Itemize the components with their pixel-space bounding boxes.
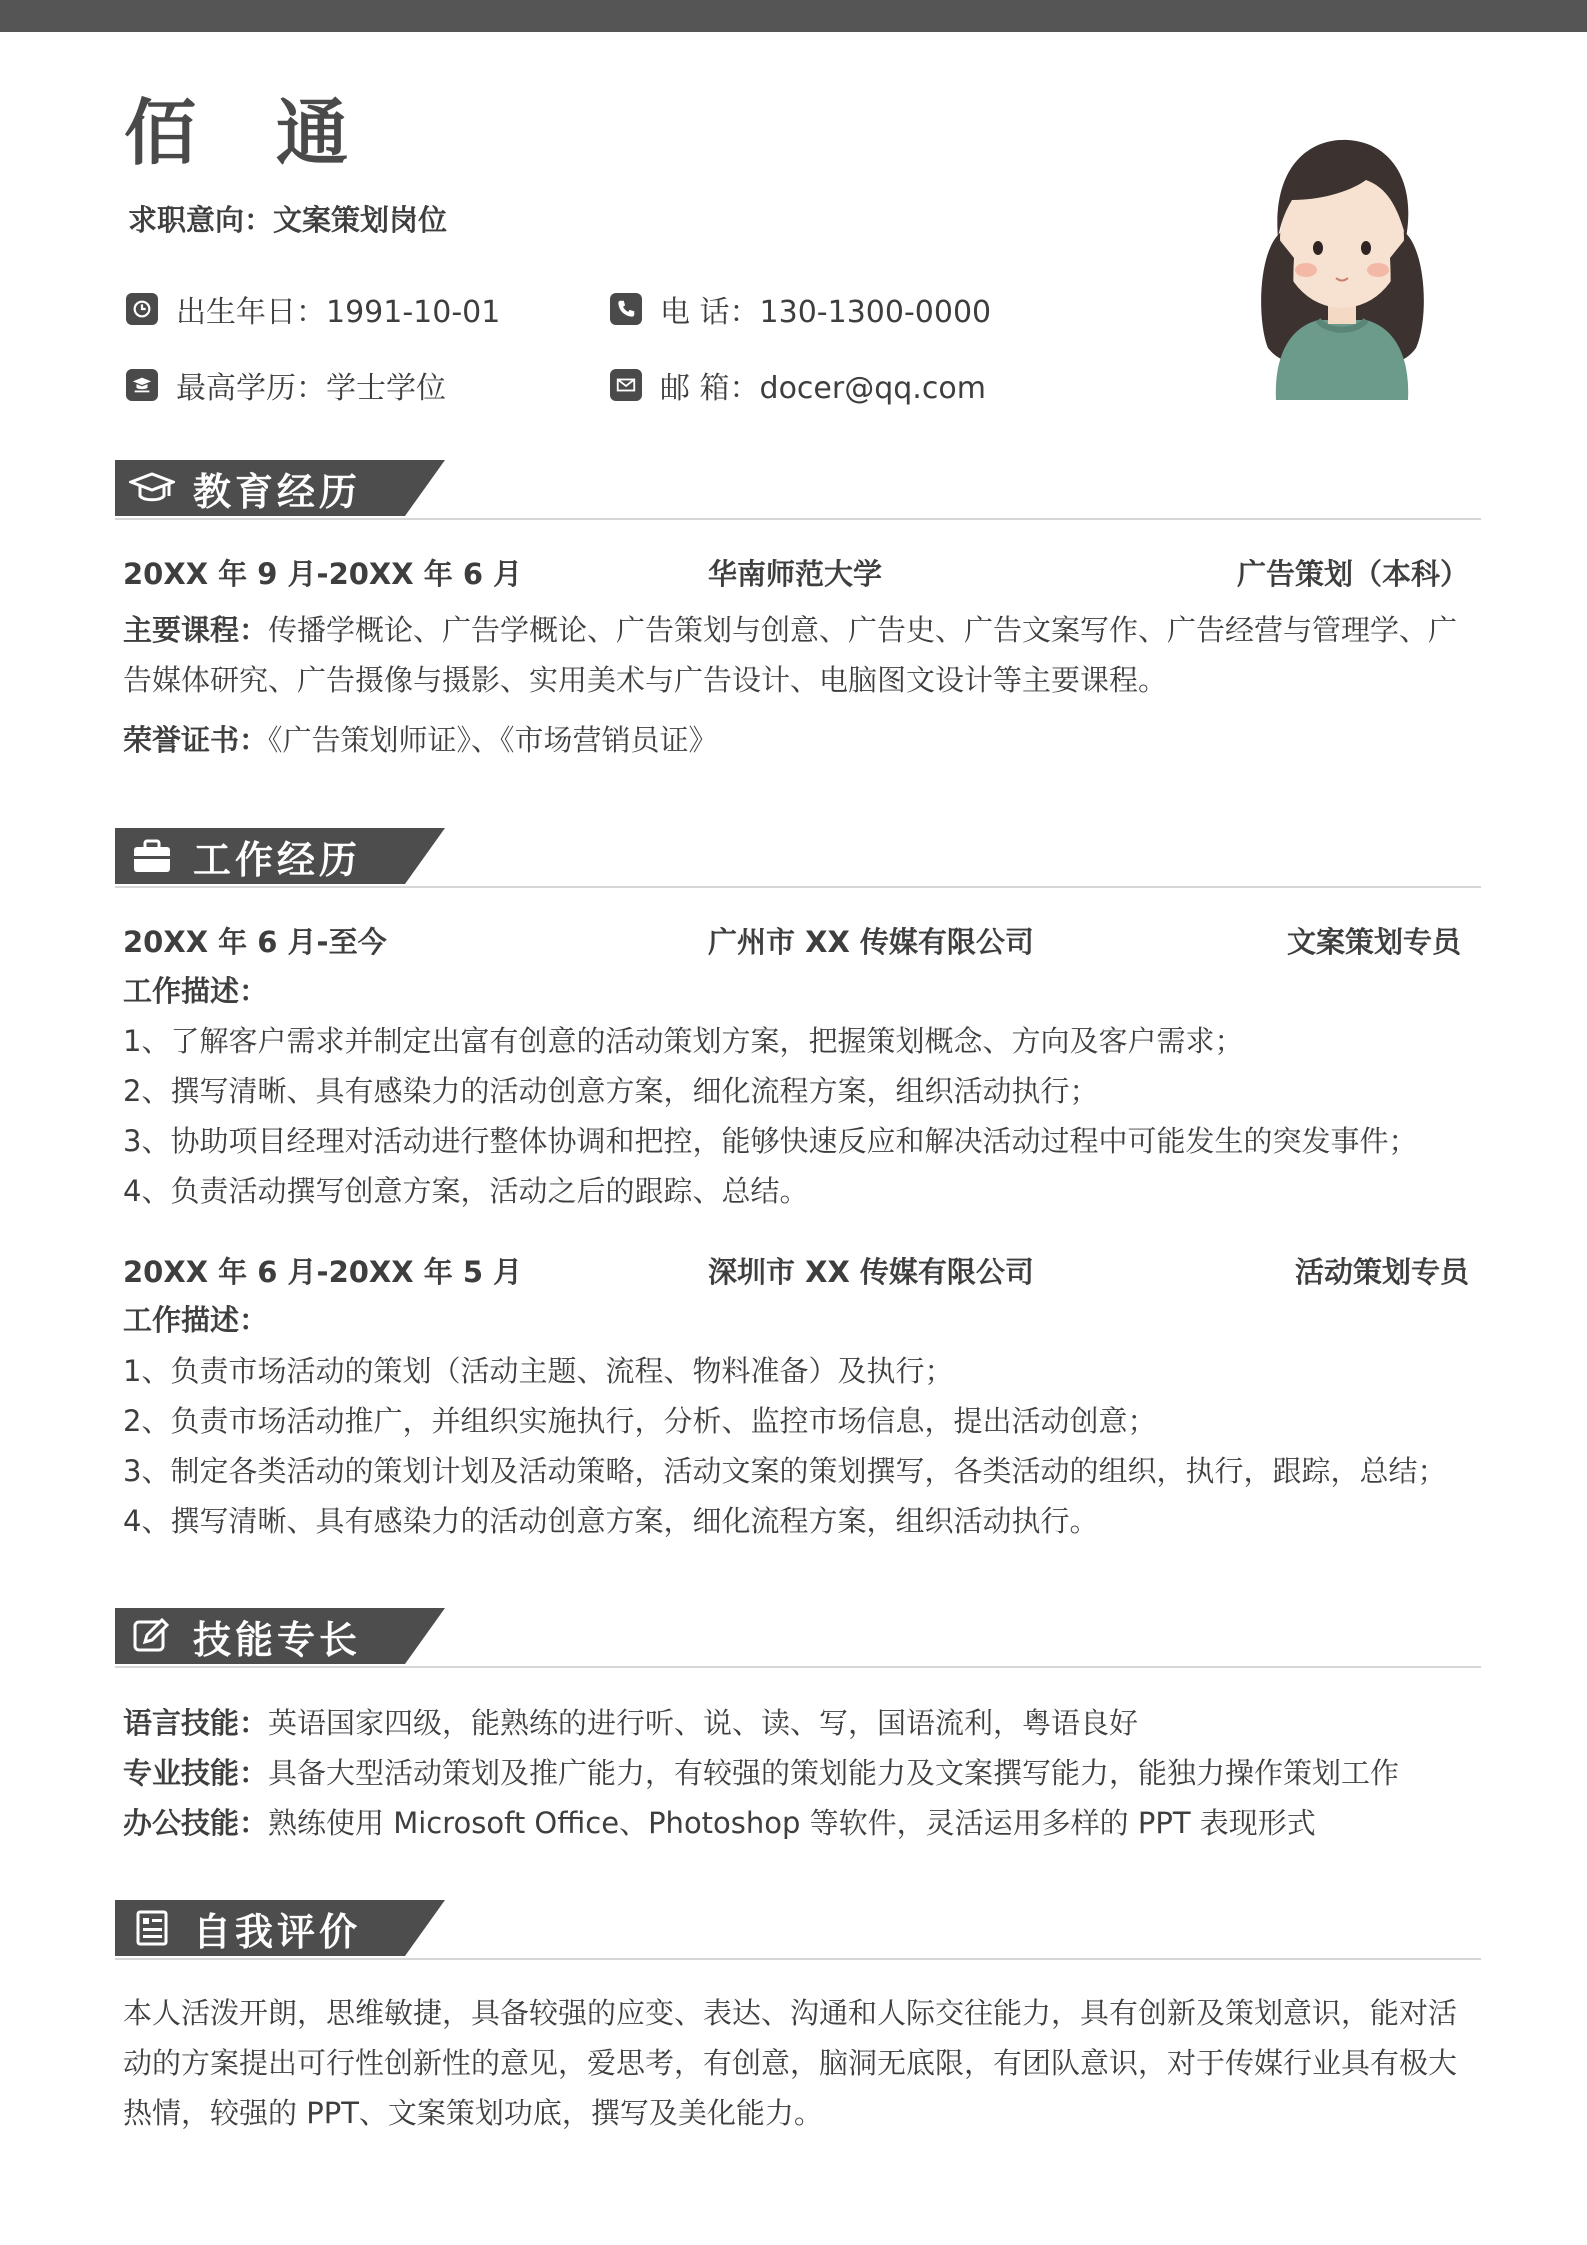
section-education-header: [115, 460, 1481, 516]
education-row: [123, 552, 1469, 592]
graduation-book-icon: [126, 369, 158, 401]
job-1-item: 3、协助项目经理对活动进行整体协调和把控，能够快速反应和解决活动过程中可能发生的突发事件；: [123, 1124, 1418, 1158]
info-education: [126, 363, 446, 407]
job-1-desc-label: 工作描述：: [123, 974, 269, 1008]
skill-text: 英语国家四级，能熟练的进行听、说、读、写，国语流利，粤语良好: [268, 1706, 1139, 1740]
skill-text: 熟练使用 Microsoft Office、Photoshop 等软件，灵活运用多样的 PPT 表现形式: [268, 1806, 1316, 1840]
section-tip: [405, 1608, 445, 1664]
section-tip: [405, 828, 445, 884]
section-tip: [405, 1900, 445, 1956]
self-evaluation-text: 本人活泼开朗，思维敏捷，具备较强的应变、表达、沟通和人际交往能力，具有创新及策划意识，能对活动的方案提出可行性创新性的意见，爱思考，有创意，脑洞无底限，有团队意识，对于传媒行业具有极大热情，较强的 PPT、文案策划功底，撰写及美化能力。: [123, 1996, 1458, 2130]
job-2-period: 20XX 年 6 月-20XX 年 5 月: [123, 1255, 523, 1289]
education-text: 最高学历：学士学位: [176, 371, 446, 406]
education-school: 华南师范大学: [708, 557, 883, 591]
section-tip: [405, 460, 445, 516]
mail-icon: [610, 369, 642, 401]
section-rule: [115, 886, 1481, 888]
section-skills-header: [115, 1608, 1481, 1664]
section-work-header: [115, 828, 1481, 884]
birth-text: 出生年日：1991-10-01: [176, 295, 501, 330]
phone-text: 电 话：130-1300-0000: [660, 295, 992, 330]
skill-label: 办公技能：: [123, 1806, 269, 1840]
job-1-item: 1、了解客户需求并制定出富有创意的活动策划方案，把握策划概念、方向及客户需求；: [123, 1024, 1244, 1058]
job-2-item: 3、制定各类活动的策划计划及活动策略，活动文案的策划撰写，各类活动的组织，执行，跟踪，总结；: [123, 1454, 1447, 1488]
clock-icon: [126, 293, 158, 325]
job-2-item: 4、撰写清晰、具有感染力的活动创意方案，细化流程方案，组织活动执行。: [123, 1504, 1099, 1538]
section-rule: [115, 1666, 1481, 1668]
info-birth: [126, 287, 500, 331]
education-period: 20XX 年 9 月-20XX 年 6 月: [123, 557, 523, 591]
section-bar: [115, 460, 405, 516]
job-1-period: 20XX 年 6 月-至今: [123, 925, 387, 959]
mortarboard-icon: [129, 468, 175, 508]
job-intent-value: 文案策划岗位: [273, 203, 448, 237]
profile-book-icon: [129, 1908, 175, 1948]
job-1-company: 广州市 XX 传媒有限公司: [708, 925, 1034, 959]
phone-icon: [610, 293, 642, 325]
job-1-item: 4、负责活动撰写创意方案，活动之后的跟踪、总结。: [123, 1174, 809, 1208]
job-intent: [128, 198, 447, 239]
job-1-title: 文案策划专员: [1286, 925, 1461, 959]
section-title-education: 教育经历: [193, 469, 362, 514]
courses-text: 传播学概论、广告学概论、广告策划与创意、广告史、广告文案写作、广告经营与管理学、广告媒体研究、广告摄像与摄影、实用美术与广告设计、电脑图文设计等主要课程。: [123, 613, 1458, 697]
briefcase-icon: [129, 836, 175, 876]
courses-label: 主要课程：: [123, 613, 269, 647]
top-bar: [0, 0, 1587, 32]
info-phone: [610, 287, 991, 331]
candidate-name: 佰通: [124, 91, 429, 175]
job-1-row: [123, 920, 1469, 960]
job-2-row: [123, 1250, 1469, 1290]
section-bar: [115, 828, 405, 884]
skill-professional: [123, 1753, 1399, 1793]
section-title-self: 自我评价: [193, 1909, 362, 1954]
section-self-header: [115, 1900, 1481, 1956]
job-2-item: 1、负责市场活动的策划（活动主题、流程、物料准备）及执行；: [123, 1354, 954, 1388]
job-2-company: 深圳市 XX 传媒有限公司: [708, 1255, 1034, 1289]
job-2-item: 2、负责市场活动推广，并组织实施执行，分析、监控市场信息，提出活动创意；: [123, 1404, 1157, 1438]
section-title-work: 工作经历: [193, 837, 362, 882]
skill-label: 专业技能：: [123, 1756, 269, 1790]
skill-language: [123, 1703, 1138, 1743]
education-courses: [123, 605, 1473, 705]
honors-text: 《广告策划师证》、《市场营销员证》: [268, 723, 718, 757]
section-bar: [115, 1900, 405, 1956]
section-rule: [115, 518, 1481, 520]
education-honors: [123, 720, 718, 760]
job-1-item: 2、撰写清晰、具有感染力的活动创意方案，细化流程方案，组织活动执行；: [123, 1074, 1099, 1108]
info-email: [610, 363, 986, 407]
skill-label: 语言技能：: [123, 1706, 269, 1740]
section-title-skills: 技能专长: [193, 1617, 362, 1662]
email-text: 邮 箱：docer@qq.com: [660, 371, 986, 406]
education-major: 广告策划（本科）: [1236, 557, 1469, 591]
section-rule: [115, 1958, 1481, 1960]
job-2-desc-label: 工作描述：: [123, 1303, 269, 1337]
section-bar: [115, 1608, 405, 1664]
job-intent-label: 求职意向：: [128, 203, 274, 237]
job-2-title: 活动策划专员: [1294, 1255, 1469, 1289]
edit-icon: [129, 1616, 175, 1656]
skill-text: 具备大型活动策划及推广能力，有较强的策划能力及文案撰写能力，能独力操作策划工作: [268, 1756, 1400, 1790]
avatar: [1248, 88, 1434, 400]
skill-office: [123, 1803, 1316, 1843]
honors-label: 荣誉证书：: [123, 723, 269, 757]
